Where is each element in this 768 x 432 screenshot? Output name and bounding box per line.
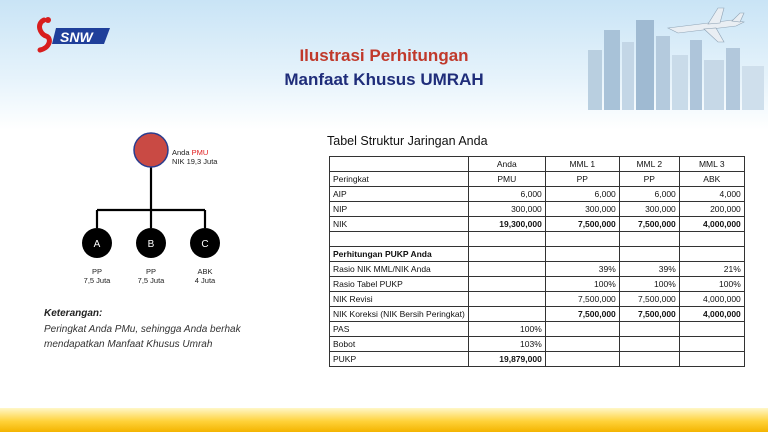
table-cell xyxy=(619,352,679,367)
root-rank: PMU xyxy=(191,148,209,157)
table-cell: 19,300,000 xyxy=(468,217,545,232)
table-cell: 7,500,000 xyxy=(545,307,619,322)
table-cell xyxy=(468,262,545,277)
table-cell xyxy=(545,322,619,337)
note-title: Keterangan: xyxy=(44,308,103,319)
table-cell: NIP xyxy=(330,202,469,217)
child-label-a: PP 7,5 Juta xyxy=(83,267,111,285)
note-box xyxy=(44,308,294,352)
table-cell: NIK xyxy=(330,217,469,232)
table-row xyxy=(330,187,745,202)
table-cell: PAS xyxy=(330,322,469,337)
table-cell: 7,500,000 xyxy=(619,292,679,307)
table-cell xyxy=(545,247,619,262)
table-cell: PUKP xyxy=(330,352,469,367)
table-cell xyxy=(679,352,744,367)
child-label-b: PP 7,5 Juta xyxy=(137,267,165,285)
table-cell: 21% xyxy=(679,262,744,277)
table-cell: 4,000,000 xyxy=(679,292,744,307)
table-row xyxy=(330,247,745,262)
footer-band xyxy=(0,408,768,432)
table-cell: 300,000 xyxy=(468,202,545,217)
table-cell: Anda xyxy=(468,157,545,172)
table-cell: 6,000 xyxy=(619,187,679,202)
table-cell: 100% xyxy=(679,277,744,292)
table-cell xyxy=(679,247,744,262)
table-cell: 4,000,000 xyxy=(679,217,744,232)
table-cell: MML 2 xyxy=(619,157,679,172)
table-cell: ABK xyxy=(679,172,744,187)
table-row xyxy=(330,307,745,322)
child-letter: C xyxy=(201,239,209,250)
child-letter: B xyxy=(147,239,155,250)
table-cell: MML 3 xyxy=(679,157,744,172)
table-cell xyxy=(330,157,469,172)
page-title-line2: Manfaat Khusus UMRAH xyxy=(284,70,484,89)
table-cell xyxy=(468,247,545,262)
root-node-label xyxy=(172,148,217,166)
table-row xyxy=(330,277,745,292)
table-cell: MML 1 xyxy=(545,157,619,172)
table-cell: 100% xyxy=(468,322,545,337)
note-line2: mendapatkan Manfaat Khusus Umrah xyxy=(44,339,213,350)
table-cell xyxy=(468,292,545,307)
table-cell: 200,000 xyxy=(679,202,744,217)
table-cell: 7,500,000 xyxy=(545,217,619,232)
table-cell: 4,000,000 xyxy=(679,307,744,322)
table-cell xyxy=(619,247,679,262)
page-title-line1: Ilustrasi Perhitungan xyxy=(299,46,469,65)
table-cell xyxy=(679,232,744,247)
table-cell: 103% xyxy=(468,337,545,352)
table-cell: 100% xyxy=(545,277,619,292)
table-row xyxy=(330,337,745,352)
table-cell xyxy=(545,232,619,247)
table-cell: 7,500,000 xyxy=(619,217,679,232)
table-cell: 7,500,000 xyxy=(545,292,619,307)
table-cell: AIP xyxy=(330,187,469,202)
child-letter: A xyxy=(93,239,101,250)
table-cell xyxy=(468,277,545,292)
table-cell: 300,000 xyxy=(619,202,679,217)
table-row xyxy=(330,352,745,367)
table-cell: 4,000 xyxy=(679,187,744,202)
table-cell xyxy=(330,232,469,247)
table-cell: 300,000 xyxy=(545,202,619,217)
table-cell: 39% xyxy=(545,262,619,277)
table-cell: Rasio NIK MML/NIK Anda xyxy=(330,262,469,277)
table-cell: NIK Koreksi (NIK Bersih Peringkat) xyxy=(330,307,469,322)
table-row xyxy=(330,157,745,172)
root-node xyxy=(134,133,168,167)
note-line1: Peringkat Anda PMu, sehingga Anda berhak xyxy=(44,324,241,335)
table-row xyxy=(330,232,745,247)
table-cell xyxy=(679,322,744,337)
table-cell xyxy=(619,232,679,247)
table-cell: Rasio Tabel PUKP xyxy=(330,277,469,292)
table-row xyxy=(330,322,745,337)
table-cell xyxy=(468,307,545,322)
network-tree xyxy=(40,125,290,295)
root-nik: NIK 19,3 Juta xyxy=(172,157,218,166)
table-cell: 100% xyxy=(619,277,679,292)
table-cell: Bobot xyxy=(330,337,469,352)
table-cell: PP xyxy=(619,172,679,187)
child-label-c: ABK 4 Juta xyxy=(194,267,216,285)
logo-text: SNW xyxy=(60,29,93,45)
table-cell: Perhitungan PUKP Anda xyxy=(330,247,469,262)
table-cell xyxy=(545,337,619,352)
table-cell xyxy=(619,322,679,337)
table-cell: 7,500,000 xyxy=(619,307,679,322)
table-cell xyxy=(619,337,679,352)
table-cell: 6,000 xyxy=(545,187,619,202)
table-row xyxy=(330,262,745,277)
table-row xyxy=(330,217,745,232)
table-cell: 6,000 xyxy=(468,187,545,202)
table-cell xyxy=(545,352,619,367)
table-row xyxy=(330,172,745,187)
table-cell xyxy=(468,232,545,247)
table-cell: 19,879,000 xyxy=(468,352,545,367)
root-prefix: Anda xyxy=(172,148,192,157)
table-cell: 39% xyxy=(619,262,679,277)
table-cell: Peringkat xyxy=(330,172,469,187)
network-structure-table xyxy=(329,156,745,367)
table-cell: PMU xyxy=(468,172,545,187)
table-cell: NIK Revisi xyxy=(330,292,469,307)
table-row xyxy=(330,202,745,217)
table-cell xyxy=(679,337,744,352)
table-row xyxy=(330,292,745,307)
table-title: Tabel Struktur Jaringan Anda xyxy=(327,134,488,148)
table-cell: PP xyxy=(545,172,619,187)
